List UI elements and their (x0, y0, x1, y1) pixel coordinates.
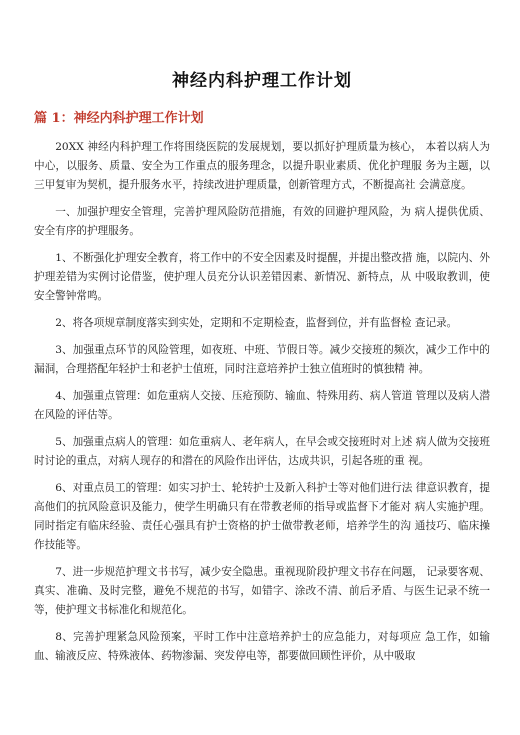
paragraph-item-7: 7、进一步规范护理文书书写，减少安全隐患。重视现阶段护理文书存在问题， 记录要客观、真实、准确、及时完整，避免不规范的书写，如错字、涂改不清、前后矛盾、与医生记录不统一等，使护理文书标准化和规范化。 (34, 566, 490, 616)
paragraph-item-6: 6、对重点员工的管理：如实习护士、轮转护士及新入科护士等对他们进行法 律意识教育，提高他们的抗风险意识及能力，使学生明确只有在带教老师的指导或监督下才能对 病人实施护理。同时指定有临床经验、责任心强具有护士资格的护士做带教老师，培养学生的沟 通技巧、临床操作技能等。 (34, 482, 490, 551)
paragraph-item-4: 4、加强重点管理：如危重病人交接、压疮预防、输血、特殊用药、病人管道 管理以及病人潜在风险的评估等。 (34, 390, 490, 421)
paragraph-item-8: 8、完善护理紧急风险预案，平时工作中注意培养护士的应急能力，对每项应 急工作，如输血、输液反应、特殊液体、药物渗漏、突发停电等，都要做回顾性评价，从中吸取 (34, 631, 490, 662)
paragraph-section-1: 一、加强护理安全管理，完善护理风险防范措施，有效的回避护理风险，为 病人提供优质、安全有序的护理服务。 (34, 206, 490, 237)
paragraph-item-5: 5、加强重点病人的管理：如危重病人、老年病人，在早会或交接班时对上述 病人做为交接班时讨论的重点，对病人现存的和潜在的风险作出评估，达成共识，引起各班的重 视。 (34, 436, 490, 467)
document-body (34, 138, 490, 666)
paragraph-item-2: 2、将各项规章制度落实到实处，定期和不定期检查，监督到位，并有监督检 查记录。 (55, 317, 458, 329)
paragraph-item-1: 1、不断强化护理安全教育，将工作中的不安全因素及时提醒，并提出整改措 施，以院内、外护理差错为实例讨论借鉴，使护理人员充分认识差错因素、新情况、新特点，从 中吸取教训，使安全警钟常鸣。 (34, 252, 490, 302)
document-title: 神经内科护理工作计划 (172, 71, 352, 91)
paragraph-item-3: 3、加强重点环节的风险管理，如夜班、中班、节假日等。减少交接班的频次，减少工作中的漏洞，合理搭配年轻护士和老护士值班，同时注意培养护士独立值班时的慎独精 神。 (34, 344, 490, 375)
section-heading: 篇 1：神经内科护理工作计划 (34, 111, 204, 126)
paragraph-intro: 20XX 神经内科护理工作将围绕医院的发展规划，要以抓好护理质量为核心， 本着以病人为中心，以服务、质量、安全为工作重点的服务理念，以提升职业素质、优化护理服 务为主题，以三甲复审为契机，提升服务水平，持续改进护理质量，创新管理方式，不断提高社 会满意度。 (34, 141, 490, 191)
